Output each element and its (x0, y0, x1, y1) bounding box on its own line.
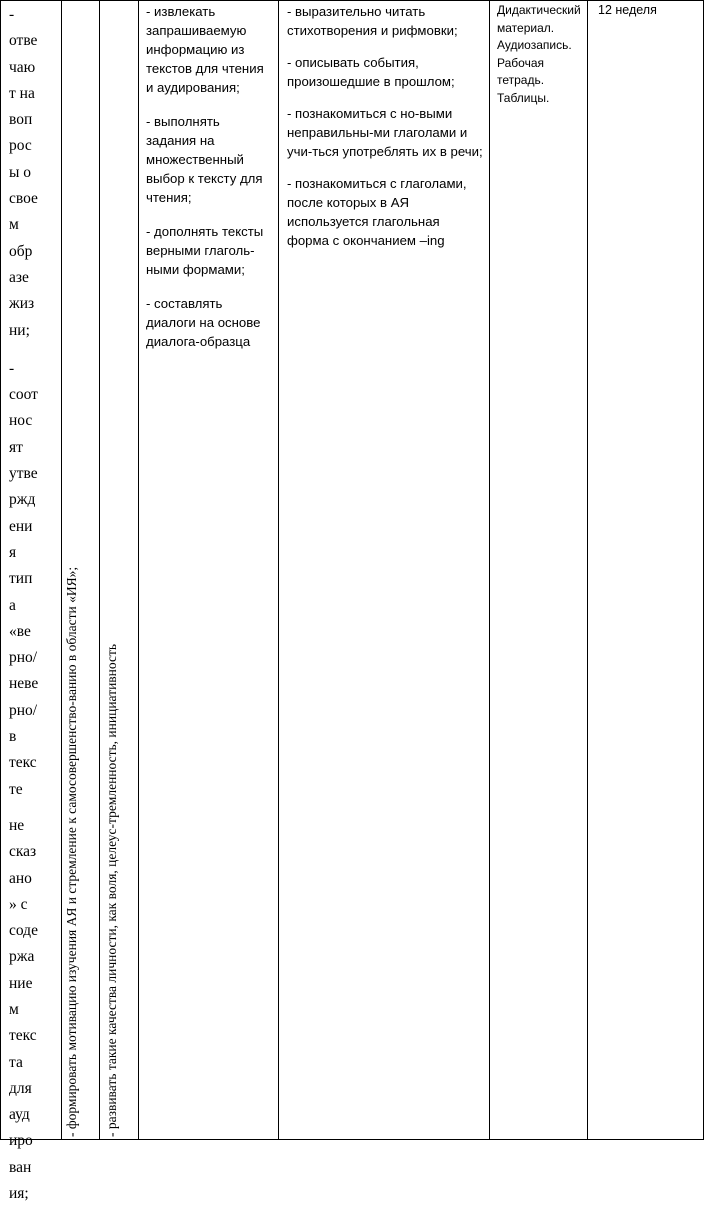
column-divider (61, 0, 62, 1140)
text-line: чаю (9, 58, 36, 76)
text-line: неве (9, 675, 39, 693)
text-line: рос (9, 137, 32, 155)
column-divider (99, 0, 100, 1140)
text-line: иро (9, 1132, 33, 1150)
text-line: м (9, 216, 19, 234)
text-line: обр (9, 242, 33, 260)
cell-speaking-skills (279, 0, 489, 263)
text-line: » с (9, 895, 28, 913)
skill-item: - дополнять тексты верными глаголь-ными формами; (146, 224, 264, 277)
text-line: те (9, 780, 23, 798)
text-line: соот (9, 386, 38, 404)
text-line: я (9, 543, 17, 561)
text-line: ы о (9, 163, 32, 181)
skill-item: - описывать события, произошедшие в прошлом; (287, 55, 455, 89)
table-border-bottom (0, 1139, 704, 1140)
text-line: ано (9, 869, 32, 887)
outcome-answer-questions (9, 2, 61, 344)
text-line: не (9, 816, 25, 834)
text-line: а (9, 596, 16, 614)
text-line: для (9, 1079, 32, 1097)
text-line: «ве (9, 622, 31, 640)
text-line: ни; (9, 321, 30, 339)
cell-reading-skills (138, 0, 278, 366)
column-divider (489, 0, 490, 1140)
cell-week: 12 неделя (598, 3, 657, 17)
text-line: сказ (9, 843, 37, 861)
text-line: ия; (9, 1185, 29, 1203)
skill-item: - познакомиться с но-выми неправильны-ми глаголами и учи-ться употреблять их в речи; (287, 106, 483, 159)
outcome-not-stated (9, 813, 61, 1207)
text-line: ауд (9, 1106, 30, 1124)
cell-materials: Дидактический материал. Аудиозапись. Рабочая тетрадь. Таблицы. (497, 3, 581, 105)
skill-item: - выразительно читать стихотворения и рифмовки; (287, 4, 458, 38)
text-line: ят (9, 438, 23, 456)
text-line: ени (9, 517, 33, 535)
text-line: утве (9, 465, 38, 483)
text-line: та (9, 1053, 23, 1071)
text-line: нос (9, 412, 33, 430)
text-line: в (9, 728, 17, 746)
skill-item: - познакомиться с глаголами, после которых в АЯ используется глагольная форма с окончанием –ing (287, 176, 467, 248)
text-line: жиз (9, 295, 35, 313)
text-line: ржд (9, 491, 36, 509)
text-line: ние (9, 974, 33, 992)
text-line: свое (9, 190, 38, 208)
column-divider (587, 0, 588, 1140)
cell-results-outcomes (1, 0, 61, 1207)
text-line: текс (9, 1027, 37, 1045)
text-line: - (9, 6, 15, 23)
text-line: - (9, 359, 15, 377)
text-line: тип (9, 570, 33, 588)
skill-item: - извлекать запрашиваемую информацию из текстов для чтения и аудирования; (146, 4, 264, 95)
outcome-true-false (9, 356, 61, 803)
text-line: ржа (9, 948, 35, 966)
text-line: м (9, 1000, 19, 1018)
text-line: соде (9, 922, 38, 940)
text-line: отве (9, 32, 38, 50)
skill-item: - составлять диалоги на основе диалога-образца (146, 296, 261, 349)
text-line: текс (9, 754, 37, 772)
text-line: т на (9, 84, 35, 102)
skill-item: - выполнять задания на множественный выбор к тексту для чтения; (146, 114, 263, 205)
text-line: рно/ (9, 649, 38, 667)
cell-personal-qualities-rotated: - развивать такие качества личности, как воля, целеус-тремленность, инициативность (104, 643, 119, 1137)
text-line: воп (9, 111, 33, 129)
cell-motivation-rotated: - формировать мотивацию изучения АЯ и стремление к самосовершенство-ванию в области «ИЯ»; (64, 566, 79, 1137)
text-line: азе (9, 268, 29, 286)
text-line: рно/ (9, 701, 38, 719)
text-line: ван (9, 1158, 32, 1176)
